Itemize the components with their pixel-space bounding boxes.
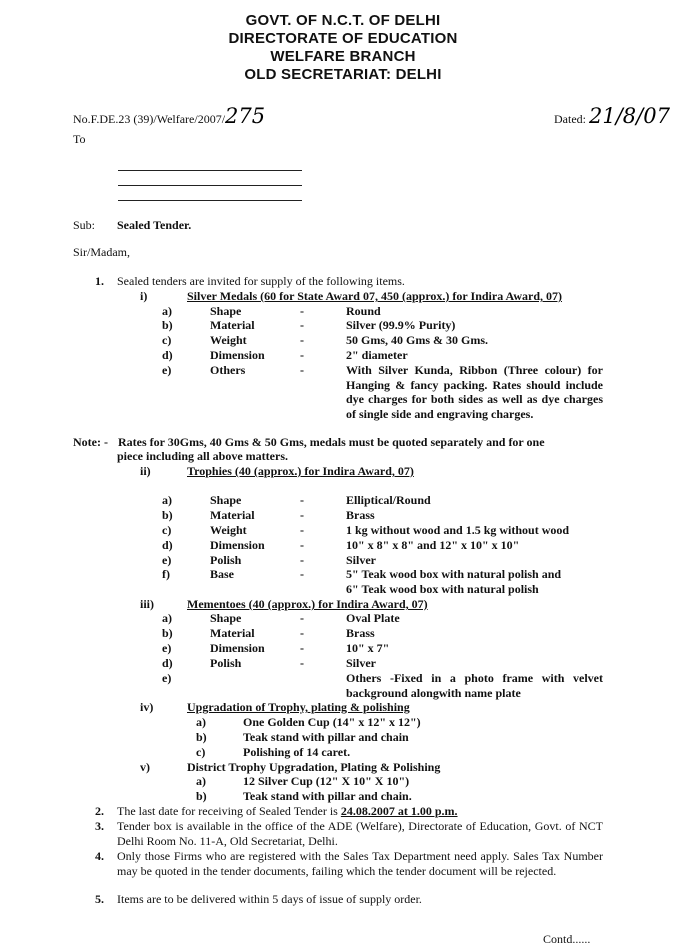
sec-i-label: Others — [210, 363, 246, 377]
section-v-number: v) — [140, 760, 150, 774]
sec-ii-value: Brass — [346, 508, 375, 522]
sec-iv-key: c) — [196, 745, 206, 759]
sec-ii-key: c) — [162, 523, 172, 537]
salutation: Sir/Madam, — [73, 245, 130, 259]
sec-ii-value: Silver — [346, 553, 376, 567]
item4-number: 4. — [95, 849, 104, 863]
sec-i-dash: - — [300, 333, 304, 347]
sec-ii-key: e) — [162, 553, 172, 567]
sec-i-label: Weight — [210, 333, 247, 347]
dated: Dated: 21/8/07 — [554, 104, 670, 128]
sec-ii-value: 5" Teak wood box with natural polish and — [346, 567, 562, 581]
sec-iii-key: d) — [162, 656, 173, 670]
address-line-2 — [118, 185, 302, 186]
sec-iv-key: a) — [196, 715, 206, 729]
sec-i-key: e) — [162, 363, 172, 377]
sec-ii-dash: - — [300, 508, 304, 522]
sec-i-key: a) — [162, 304, 172, 318]
section-iv-number: iv) — [140, 700, 154, 714]
sec-ii-value-2: 6" Teak wood box with natural polish — [346, 582, 539, 596]
handwritten-number: 275 — [225, 104, 266, 128]
subject-text: Sealed Tender. — [117, 218, 192, 232]
item3-number: 3. — [95, 819, 104, 833]
sec-i-label: Shape — [210, 304, 242, 318]
sec-ii-label: Material — [210, 508, 255, 522]
item2-number: 2. — [95, 804, 104, 818]
sec-iii-dash: - — [300, 626, 304, 640]
sec-i-value: 2" diameter — [346, 348, 408, 362]
sec-v-key: b) — [196, 789, 207, 803]
section-i-number: i) — [140, 289, 148, 303]
sec-i-label: Material — [210, 318, 255, 332]
header-branch: WELFARE BRANCH — [270, 48, 416, 65]
section-ii-number: ii) — [140, 464, 151, 478]
sec-ii-key: f) — [162, 567, 170, 581]
section-iii-number: iii) — [140, 597, 154, 611]
sec-ii-label: Dimension — [210, 538, 265, 552]
sec-i-dash: - — [300, 363, 304, 377]
subject-label: Sub: — [73, 218, 96, 232]
sec-ii-dash: - — [300, 553, 304, 567]
sec-iii-dash: - — [300, 611, 304, 625]
sec-iii-value: Silver — [346, 656, 376, 670]
sec-iii-key: e) — [162, 641, 172, 655]
sec-ii-dash: - — [300, 538, 304, 552]
item5-number: 5. — [95, 892, 104, 906]
address-line-1 — [118, 170, 302, 171]
sec-iii-label: Dimension — [210, 641, 265, 655]
sec-iv-value: Polishing of 14 caret. — [243, 745, 351, 759]
sec-ii-key: a) — [162, 493, 172, 507]
sec-ii-label: Base — [210, 567, 234, 581]
item1-number: 1. — [95, 274, 104, 288]
sec-i-dash: - — [300, 318, 304, 332]
sec-iii-value: 10" x 7" — [346, 641, 390, 655]
sec-iii-key: b) — [162, 626, 173, 640]
sec-ii-dash: - — [300, 567, 304, 581]
section-iii-title: Mementoes (40 (approx.) for Indira Award, 07) — [187, 597, 428, 611]
item3-text: Tender box is available in the office of the ADE (Welfare), Directorate of Education, Govt. of NCT Delhi Room No. 11-A, Old Secretariat, Delhi. — [117, 819, 603, 848]
deadline-date: 24.08.2007 at 1.00 p.m. — [340, 804, 458, 818]
sec-ii-value: 1 kg without wood and 1.5 kg without wood — [346, 523, 570, 537]
sec-iii-dash: - — [300, 656, 304, 670]
sec-v-value: Teak stand with pillar and chain. — [243, 789, 412, 803]
sec-ii-dash: - — [300, 523, 304, 537]
sec-iii-label: Material — [210, 626, 255, 640]
sec-i-dash: - — [300, 348, 304, 362]
sec-i-dash: - — [300, 304, 304, 318]
item1-intro: Sealed tenders are invited for supply of the following items. — [117, 274, 405, 288]
note-text: Rates for 30Gms, 40 Gms & 50 Gms, medals must be quoted separately and for one — [118, 435, 545, 449]
sec-i-key: b) — [162, 318, 173, 332]
header-location: OLD SECRETARIAT: DELHI — [244, 66, 442, 83]
sec-ii-label: Polish — [210, 553, 242, 567]
address-line-3 — [118, 200, 302, 201]
sec-iii-key: a) — [162, 611, 172, 625]
sec-i-key: d) — [162, 348, 173, 362]
sec-ii-label: Weight — [210, 523, 247, 537]
sec-iv-value: One Golden Cup (14" x 12" x 12") — [243, 715, 421, 729]
item5-text: Items are to be delivered within 5 days of issue of supply order. — [117, 892, 422, 906]
item2-text: The last date for receiving of Sealed Tender is 24.08.2007 at 1.00 p.m. — [117, 804, 458, 818]
section-v-title: District Trophy Upgradation, Plating & Polishing — [187, 760, 441, 774]
sec-ii-dash: - — [300, 493, 304, 507]
sec-ii-value: Elliptical/Round — [346, 493, 431, 507]
header-govt: GOVT. OF N.C.T. OF DELHI — [245, 12, 441, 29]
sec-iii-dash: - — [300, 641, 304, 655]
sec-iii-label: Shape — [210, 611, 242, 625]
item4-text: Only those Firms who are registered with the Sales Tax Department need apply. Sales Tax Number may be quoted in the tender documents, failing which the tender document will be rejected. — [117, 849, 603, 878]
continued-marker: Contd...... — [543, 932, 591, 946]
note-text-2: piece including all above matters. — [117, 449, 288, 463]
sec-i-key: c) — [162, 333, 172, 347]
sec-iii-label: Polish — [210, 656, 242, 670]
sec-iii-value: Oval Plate — [346, 611, 400, 625]
section-ii-title: Trophies (40 (approx.) for Indira Award, 07) — [187, 464, 414, 478]
reference-number: No.F.DE.23 (39)/Welfare/2007/275 — [73, 104, 266, 128]
sec-ii-label: Shape — [210, 493, 242, 507]
sec-i-value: Silver (99.9% Purity) — [346, 318, 456, 332]
sec-i-label: Dimension — [210, 348, 265, 362]
section-i-title: Silver Medals (60 for State Award 07, 450 (approx.) for Indira Award, 07) — [187, 289, 562, 303]
sec-iv-key: b) — [196, 730, 207, 744]
handwritten-date: 21/8/07 — [589, 104, 670, 128]
sec-ii-key: d) — [162, 538, 173, 552]
sec-iv-value: Teak stand with pillar and chain — [243, 730, 409, 744]
sec-v-key: a) — [196, 774, 206, 788]
section-iv-title: Upgradation of Trophy, plating & polishing — [187, 700, 410, 714]
sec-iii-value-others: Others -Fixed in a photo frame with velvet background alongwith name plate — [346, 671, 603, 700]
sec-ii-key: b) — [162, 508, 173, 522]
note-label: Note: - — [73, 435, 108, 449]
sec-iii-key: e) — [162, 671, 172, 685]
sec-iii-value: Brass — [346, 626, 375, 640]
sec-i-value-others: With Silver Kunda, Ribbon (Three colour) for Hanging & fancy packing. Rates should include dye charges for both sides as well as dye charges of single side and engraving charges. — [346, 363, 603, 421]
to-label: To — [73, 132, 86, 146]
sec-ii-value: 10" x 8" x 8" and 12" x 10" x 10" — [346, 538, 520, 552]
sec-i-value: Round — [346, 304, 381, 318]
sec-i-value: 50 Gms, 40 Gms & 30 Gms. — [346, 333, 488, 347]
sec-v-value: 12 Silver Cup (12" X 10" X 10") — [243, 774, 410, 788]
header-directorate: DIRECTORATE OF EDUCATION — [228, 30, 458, 47]
